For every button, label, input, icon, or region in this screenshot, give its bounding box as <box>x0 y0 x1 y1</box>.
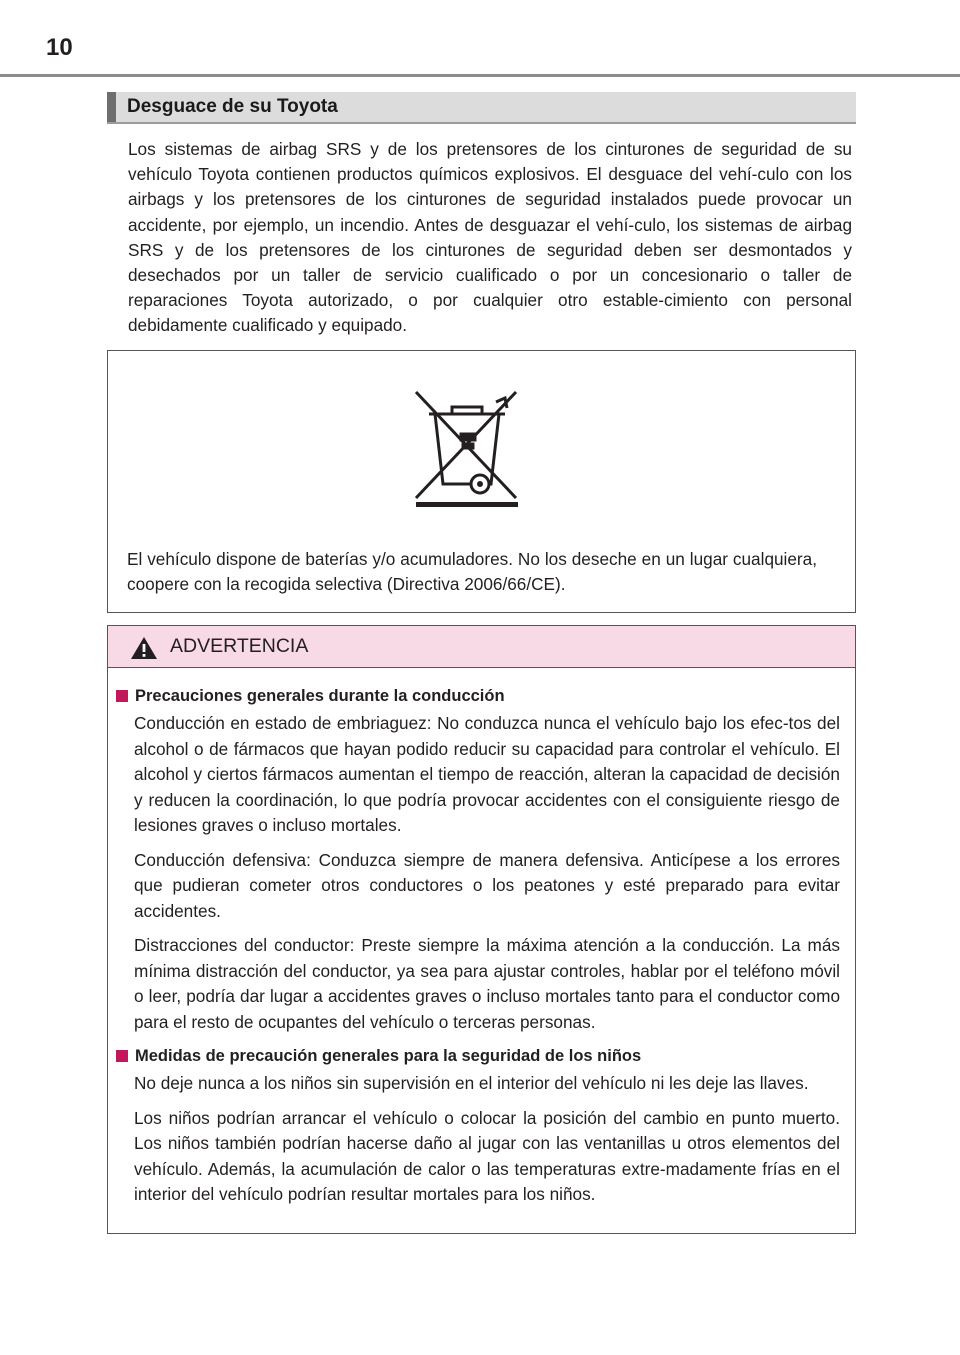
warning-section-heading <box>116 1044 840 1069</box>
warning-content <box>116 684 840 1217</box>
intro-paragraph: Los sistemas de airbag SRS y de los pretensores de los cinturones de seguridad de su vehículo Toyota contienen productos químicos explosivos. El desguace del vehí-culo con los airbags y los pretensores de los cinturones de seguridad instalados puede provocar un accidente, por ejemplo, un incendio. Antes de desguazar el vehí-culo, los sistemas de airbag SRS y de los pretensores de los cinturones de seguridad deben ser desmontados y desechados por un taller de servicio cualificado o por un concesionario o taller de reparaciones Toyota autorizado, o por cualquier otro estable-cimiento con personal debidamente cualificado y equipado. <box>128 139 852 336</box>
page-number: 10 <box>46 34 73 61</box>
warning-section-title: Precauciones generales durante la conducción <box>135 687 505 705</box>
warning-paragraph: Los niños podrían arrancar el vehículo o colocar la posición del cambio en punto muerto. Los niños también podrían hacerse daño al jugar con las ventanillas u otros elementos del vehículo. Además, la acumulación de calor o las temperaturas extre-madamente frías en el interior del vehículo podrían resultar mortales para los niños. <box>134 1107 840 1204</box>
section-header-bar <box>107 92 116 122</box>
square-bullet-icon <box>116 690 128 702</box>
warning-label: ADVERTENCIA <box>170 635 309 657</box>
info-box-text: El vehículo dispone de baterías y/o acumuladores. No los deseche en un lugar cualquiera, coopere con la recogida selectiva (Directiva 2006/66/CE). <box>127 549 817 595</box>
warning-paragraph: Distracciones del conductor: Preste siempre la máxima atención a la conducción. La más mínima distracción del conductor, ya sea para ajustar controles, hablar por el teléfono móvil o leer, podría dar lugar a accidentes graves o incluso mortales tanto para el conductor como para el resto de ocupantes del vehículo o terceras personas. <box>134 935 840 1032</box>
square-bullet-icon <box>116 1050 128 1062</box>
warning-paragraph: No deje nunca a los niños sin supervisión en el interior del vehículo ni les deje las llaves. <box>134 1073 809 1093</box>
section-header <box>107 92 856 124</box>
warning-section-title: Medidas de precaución generales para la seguridad de los niños <box>135 1047 642 1065</box>
warning-paragraph: Conducción en estado de embriaguez: No conduzca nunca el vehículo bajo los efec-tos del alcohol o de fármacos que hayan podido reducir su capacidad para controlar el vehículo. El alcohol y ciertos fármacos aumentan el tiempo de reacción, alteran la capacidad de decisión y reducen la coordinación, lo que podría provocar accidentes con el consiguiente riesgo de lesiones graves o incluso mortales. <box>134 713 840 835</box>
header-rule <box>0 74 960 77</box>
warning-triangle-icon <box>130 636 158 660</box>
section-title: Desguace de su Toyota <box>127 96 338 117</box>
warning-header <box>108 626 855 668</box>
battery-disposal-info-box <box>107 350 856 613</box>
warning-paragraph: Conducción defensiva: Conduzca siempre de manera defensiva. Anticípese a los errores que pudieran cometer otros conductores o los peatones y esté preparado para evitar accidentes. <box>134 849 840 921</box>
crossed-out-wheelie-bin-icon <box>408 386 526 508</box>
warning-section-heading <box>116 684 840 709</box>
warning-box <box>107 625 856 1234</box>
